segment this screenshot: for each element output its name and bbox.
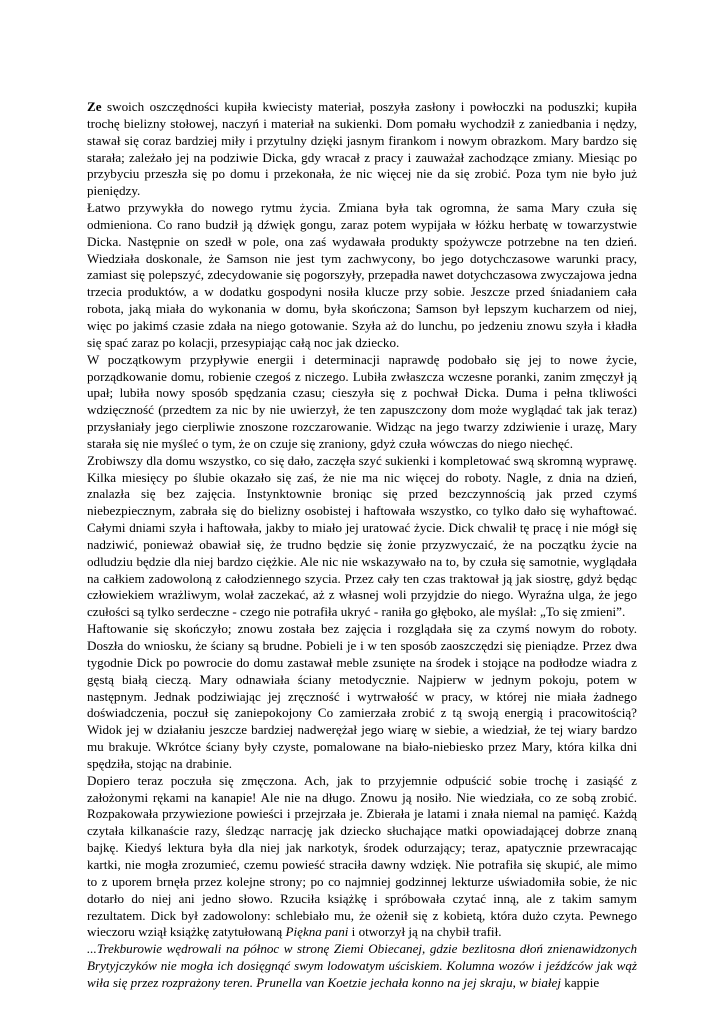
paragraph-4 <box>87 453 637 621</box>
quoted-excerpt: ...Trekburowie wędrowali na północ w stronę Ziemi Obiecanej, gdzie bezlitosna dłoń znienawidzonych Brytyjczyków nie mogła ich dosięgnąć swym lodowatym uściskiem. Kolumna wozów i jeźdźców jak wąż wiła się przez rozprażony teren. Prunella van Koetzie jechała konno na jej skraju, w białej <box>87 941 637 990</box>
paragraph-text: Zrobiwszy dla domu wszystko, co się dało, zaczęła szyć sukienki i kompletować swą skromną wyprawę. Kilka miesięcy po ślubie okazało się zaś, że nie ma nic więcej do roboty. Nagle, z dnia na dzień, znalazła się bez zajęcia. Instynktownie broniąc się przed bezczynnością jak przed czymś niebezpiecznym, zabrała się do bielizny osobistej i haftowała wszystko, co tylko dało się wyhaftować. Całymi dniami szyła i haftowała, jakby to miało jej uratować życie. Dick chwalił tę pracę i nie mógł się nadziwić, ponieważ obawiał się, że trudno będzie się żonie przyzwyczaić, że na początku życie na odludziu będzie dla niej bardzo ciężkie. Ale nic nie wskazywało na to, by czuła się samotnie, wyglądała na całkiem zadowoloną z całodziennego szycia. Przez cały ten czas traktował ją jak siostrę, gdyż będąc człowiekiem wrażliwym, wolał zaczekać, aż z własnej woli przyjdzie do niego. Wyraźna ulga, że jego czułości są tylko serdeczne - czego nie potrafiła ukryć - raniła go głęboko, ale myślał: „To się zmieni”. <box>87 452 637 620</box>
paragraph-7 <box>87 941 637 992</box>
paragraph-2 <box>87 200 637 352</box>
paragraph-lead-word: Ze <box>87 99 102 114</box>
paragraph-text: W początkowym przypływie energii i determinacji naprawdę podobało się jej to nowe życie, porządkowanie domu, robienie czegoś z niczego. Lubiła zwłaszcza wczesne poranki, zanim zmęczył ją upał; lubiła nowy sposób spędzania czasu; cieszyła się z pochwał Dicka. Duma i pełna tkliwości wdzięczność (przedtem za nic by nie uwierzył, że ten zapuszczony dom może wyglądać tak jak teraz) przysłaniały jego cierpliwie znoszone rozczarowanie. Widząc na jego twarzy zdziwienie i urazę, Mary starała się nie myśleć o tym, że on czuje się zraniony, gdyż czuła wówczas do niego niechęć. <box>87 351 637 451</box>
paragraph-text-after: i otworzył ją na chybił trafił. <box>348 924 502 940</box>
paragraph-3 <box>87 352 637 453</box>
document-body <box>87 99 637 992</box>
paragraph-1 <box>87 99 637 200</box>
paragraph-text-after: kappie <box>561 974 600 990</box>
paragraph-text: Haftowanie się skończyło; znowu została bez zajęcia i rozglądała się za czymś nowym do roboty. Doszła do wniosku, że ściany są brudne. Pobieli je i w ten sposób zaoszczędzi się pieniądze. Przez dwa tygodnie Dick po powrocie do domu zastawał meble zsunięte na środek i stojące na podłodze wiadra z gęstą białą cieczą. Mary odnawiała ściany metodycznie. Najpierw w jednym pokoju, potem w następnym. Jednak podziwiając jej zręczność i wytrwałość w pracy, w której nie miała żadnego doświadczenia, poczuł się zaniepokojony Co zamierzała zrobić z tą swoją energią i pracowitością? Widok jej w działaniu jeszcze bardziej nadwerężał jego wiarę w siebie, a wiedział, że tej wiary bardzo mu brakuje. Wkrótce ściany były czyste, pomalowane na biało-niebiesko przez Mary, która kilka dni spędziła, stojąc na drabinie. <box>87 621 637 771</box>
book-title: Piękna pani <box>285 924 349 940</box>
paragraph-text: swoich oszczędności kupiła kwiecisty materiał, poszyła zasłony i powłoczki na poduszki; kupiła trochę bielizny stołowej, naczyń i materiał na sukienki. Dom pomału wychodził z zaniedbania i nędzy, stawał się coraz bardziej miły i przytulny dzięki jasnym firankom i nowym obrazkom. Mary bardzo się starała; zależało jej na podziwie Dicka, gdy wracał z pracy i zauważał zachodzące zmiany. Miesiąc po przybyciu przeszła się po domu i przekonała, że nic więcej nie da się zrobić. Poza tym nie było już pieniędzy. <box>87 99 637 199</box>
paragraph-text: Łatwo przywykła do nowego rytmu życia. Zmiana była tak ogromna, że sama Mary czuła się odmieniona. Co rano budził ją dźwięk gongu, zaraz potem wypijała w łóżku herbatę w towarzystwie Dicka. Następnie on szedł w pole, ona zaś wydawała produkty spożywcze potrzebne na ten dzień. Wiedziała doskonale, że Samson nie jest tym zachwycony, bo jego dotychczasowe warunki pracy, zamiast się polepszyć, zdecydowanie się pogorszyły, przepadła nawet dotychczasowa zwyczajowa jedna trzecia produktów, a w dodatku gospodyni nosiła klucze przy sobie. Jeszcze przed śniadaniem cała robota, jaką miała do wykonania w domu, była skończona; Samson był lepszym kucharzem od niej, więc po jakimś czasie zdała na niego gotowanie. Szyła aż do lunchu, po jedzeniu znowu szyła i kładła się spać zaraz po kolacji, przesypiając całą noc jak dziecko. <box>87 200 637 350</box>
paragraph-6 <box>87 773 637 941</box>
paragraph-text: Dopiero teraz poczuła się zmęczona. Ach, jak to przyjemnie odpuścić sobie trochę i zasiąść z założonymi rękami na kanapie! Ale nie na długo. Znowu ją nosiło. Nie wiedziała, co ze sobą zrobić. Rozpakowała przywiezione powieści i przejrzała je. Zbierała je latami i znała niemal na pamięć. Każdą czytała kilkanaście razy, śledząc narrację jak dziecko słuchające matki opowiadającej dobrze znaną bajkę. Kiedyś lektura była dla niej jak narkotyk, środek odurzający; teraz, apatycznie przewracając kartki, nie mogła zrozumieć, czemu powieść straciła dawny wdzięk. Nie potrafiła się skupić, ale mimo to z uporem brnęła przez kolejne strony; po co najmniej godzinnej lekturze uświadomiła sobie, że nic dotarło do niej ani jedno słowo. Rzuciła książkę i spróbowała czytać inną, ale z takim samym rezultatem. Dick był zadowolony: schlebiało mu, że ożenił się z kobietą, która dużo czyta. Pewnego wieczoru wziął książkę zatytułowaną <box>87 772 637 940</box>
paragraph-5 <box>87 621 637 773</box>
